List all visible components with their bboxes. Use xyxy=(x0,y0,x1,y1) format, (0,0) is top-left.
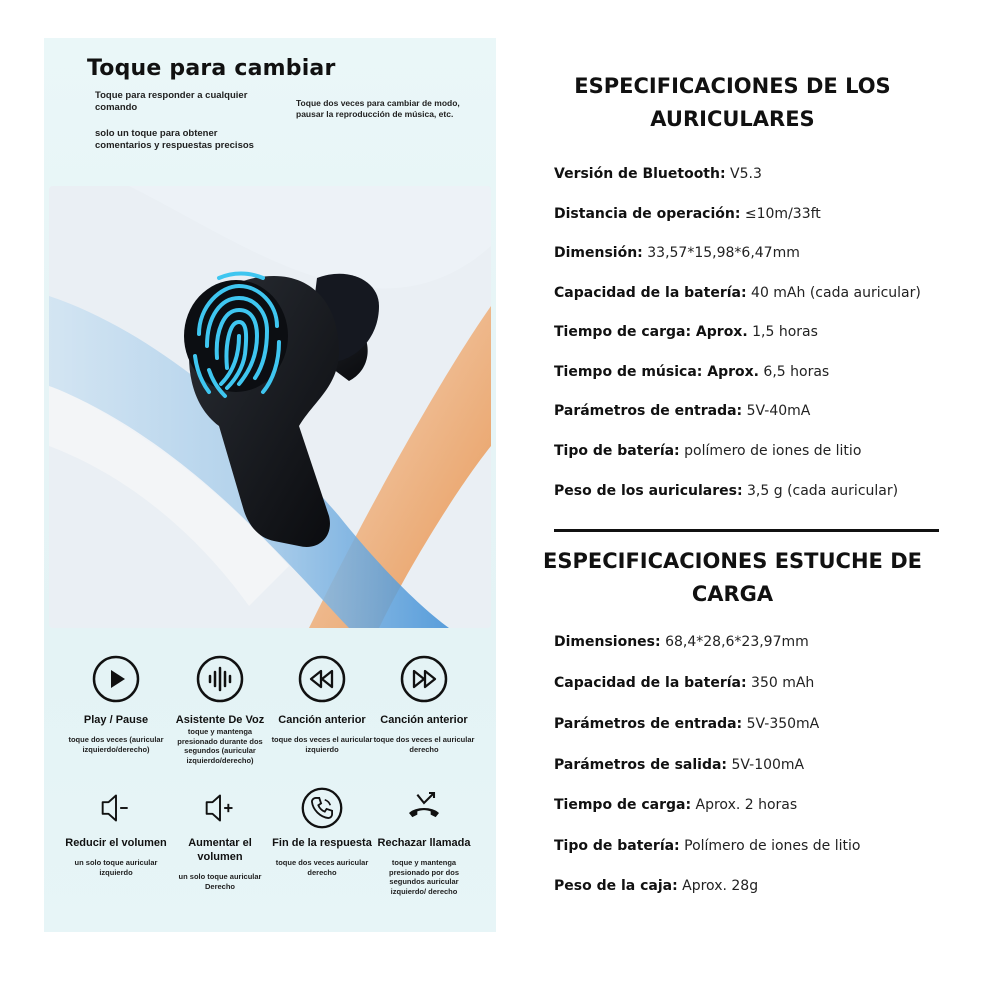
spec-row xyxy=(554,634,809,650)
case-specs-heading: ESPECIFICACIONES ESTUCHE DE CARGA xyxy=(543,549,922,606)
spec-key: Dimensiones: xyxy=(554,634,661,650)
spec-key: Parámetros de salida: xyxy=(554,757,728,773)
spec-row xyxy=(554,364,829,380)
spec-value: 3,5 g (cada auricular) xyxy=(747,483,899,499)
feature-desc: toque dos veces (auricular izquierdo/derecho) xyxy=(68,735,164,754)
spec-key: Parámetros de entrada: xyxy=(554,403,743,419)
spec-key: Peso de la caja: xyxy=(554,878,678,894)
spec-row xyxy=(554,483,898,499)
spec-row xyxy=(554,675,814,691)
feature-label: Fin de la respuesta xyxy=(272,837,372,849)
feature-desc: un solo toque auricular izquierdo xyxy=(74,858,158,877)
spec-row xyxy=(554,206,821,222)
spec-value: ≤10m/33ft xyxy=(744,206,821,222)
feature-label: Rechazar llamada xyxy=(377,837,471,849)
spec-key: Capacidad de la batería: xyxy=(554,285,747,301)
spec-key: Peso de los auriculares: xyxy=(554,483,743,499)
spec-value: 5V-40mA xyxy=(746,403,811,419)
panel-title: Toque para cambiar xyxy=(87,56,336,81)
feature-volume-down xyxy=(64,788,168,877)
spec-value: 40 mAh (cada auricular) xyxy=(751,285,921,301)
spec-value: 6,5 horas xyxy=(763,364,830,380)
spec-key: Parámetros de entrada: xyxy=(554,716,743,732)
reject-call-icon xyxy=(402,788,446,828)
spec-key: Tiempo de música: Aprox. xyxy=(554,364,759,380)
next-track-icon xyxy=(400,655,448,703)
volume-down-icon xyxy=(96,788,136,828)
feature-play-pause xyxy=(64,655,168,754)
feature-desc: un solo toque auricular Derecho xyxy=(178,872,262,891)
earbud-product-image xyxy=(49,186,491,628)
spec-row xyxy=(554,245,800,261)
feature-volume-up xyxy=(168,788,272,891)
section-divider xyxy=(554,529,939,532)
earbuds-specs-heading: ESPECIFICACIONES DE LOS AURICULARES xyxy=(574,74,891,131)
spec-value: Aprox. 28g xyxy=(682,878,759,894)
spec-row xyxy=(554,324,818,340)
tap-note-feedback: solo un toque para obtener comentarios y respuestas precisos xyxy=(95,128,254,151)
spec-value: 5V-100mA xyxy=(731,757,805,773)
feature-label: Canción anterior xyxy=(278,714,366,726)
spec-value: 68,4*28,6*23,97mm xyxy=(665,634,809,650)
spec-row xyxy=(554,878,758,894)
volume-up-icon xyxy=(200,788,240,828)
spec-value: 1,5 horas xyxy=(752,324,818,340)
feature-label: Play / Pause xyxy=(83,714,149,726)
spec-row xyxy=(554,403,810,419)
spec-key: Capacidad de la batería: xyxy=(554,675,747,691)
voice-assistant-icon xyxy=(196,655,244,703)
feature-desc: toque dos veces el auricular derecho xyxy=(373,735,475,754)
spec-row xyxy=(554,757,804,773)
spec-value: 33,57*15,98*6,47mm xyxy=(647,245,800,261)
feature-end-call xyxy=(270,786,374,877)
feature-desc: toque y mantenga presionado por dos segundos auricular izquierdo/ derecho xyxy=(388,858,459,896)
feature-reject-call xyxy=(372,788,476,896)
spec-key: Tiempo de carga: xyxy=(554,797,692,813)
spec-row xyxy=(554,166,762,182)
spec-key: Tipo de batería: xyxy=(554,443,680,459)
spec-row xyxy=(554,443,861,459)
spec-row xyxy=(554,285,921,301)
spec-value: 350 mAh xyxy=(751,675,815,691)
previous-track-icon xyxy=(298,655,346,703)
spec-key: Versión de Bluetooth: xyxy=(554,166,726,182)
play-icon xyxy=(92,655,140,703)
gestures-panel xyxy=(44,38,496,932)
feature-label: Canción anterior xyxy=(380,714,468,726)
spec-key: Tipo de batería: xyxy=(554,838,680,854)
spec-value: V5.3 xyxy=(730,166,762,182)
feature-desc: toque dos veces auricular derecho xyxy=(275,858,369,877)
phone-icon xyxy=(300,786,344,830)
spec-key: Tiempo de carga: Aprox. xyxy=(554,324,748,340)
spec-value: polímero de iones de litio xyxy=(684,443,862,459)
spec-key: Dimensión: xyxy=(554,245,643,261)
spec-row xyxy=(554,797,797,813)
feature-desc: toque y mantenga presionado durante dos segundos (auricular izquierdo/derecho) xyxy=(177,727,263,765)
feature-label: Reducir el volumen xyxy=(65,837,167,849)
feature-label: Asistente De Voz xyxy=(175,714,265,726)
spec-row xyxy=(554,838,860,854)
tap-note-double: Toque dos veces para cambiar de modo, pausar la reproducción de música, etc. xyxy=(296,98,460,119)
spec-value: Polímero de iones de litio xyxy=(684,838,861,854)
feature-label: Aumentar el volumen xyxy=(188,837,252,863)
feature-desc: toque dos veces el auricular izquierdo xyxy=(271,735,373,754)
tap-note-respond: Toque para responder a cualquier comando xyxy=(95,90,248,113)
spec-key: Distancia de operación: xyxy=(554,206,741,222)
spec-value: 5V-350mA xyxy=(746,716,820,732)
feature-voice-assistant xyxy=(168,655,272,765)
feature-previous-track xyxy=(270,655,374,754)
spec-value: Aprox. 2 horas xyxy=(695,797,798,813)
spec-row xyxy=(554,716,819,732)
feature-next-track xyxy=(372,655,476,754)
